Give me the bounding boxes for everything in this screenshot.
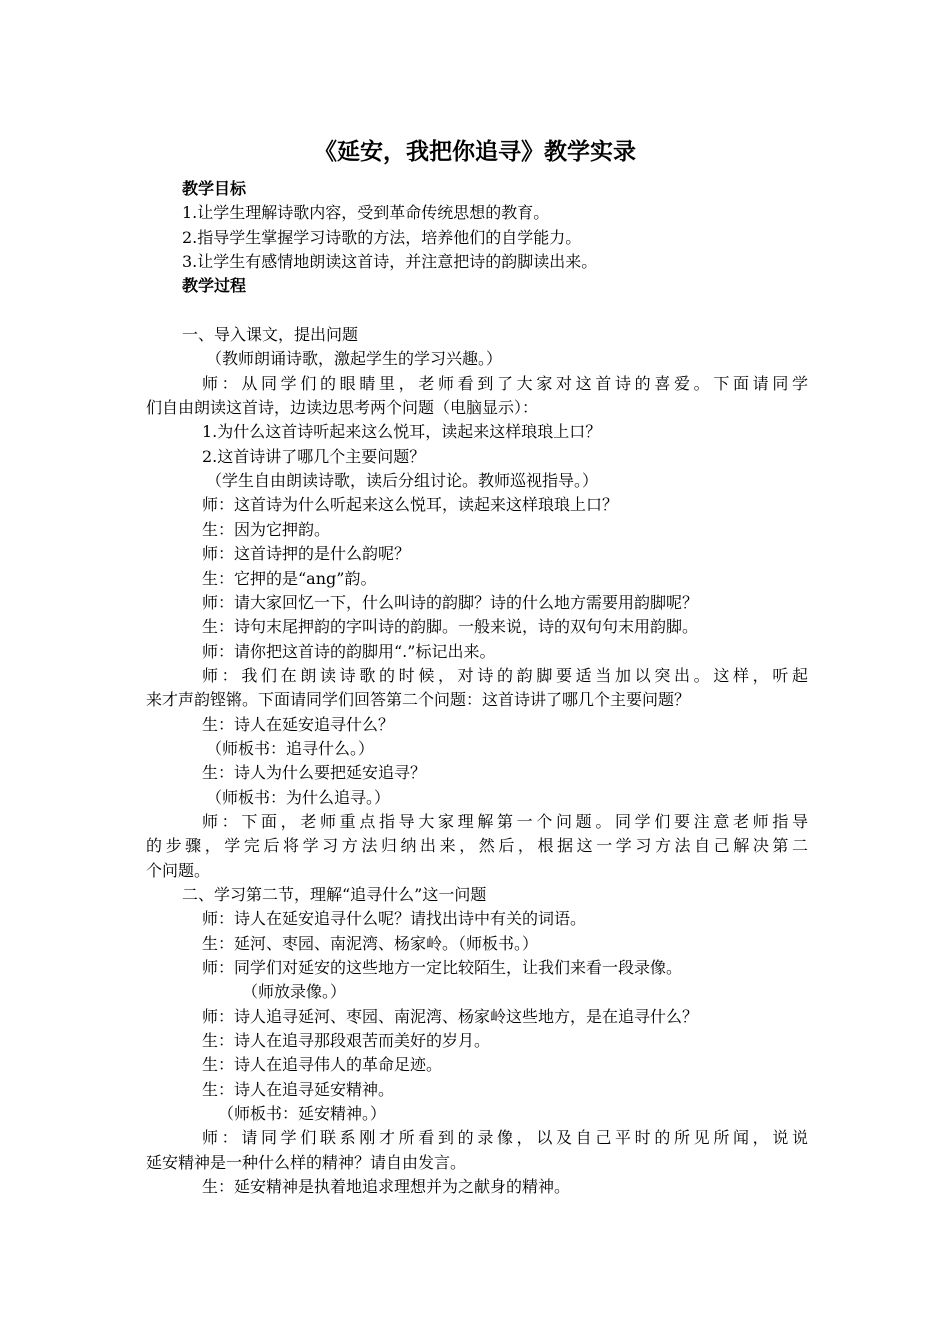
dialogue-line: 生：诗句末尾押韵的字叫诗的韵脚。一般来说，诗的双句句末用韵脚。 (202, 617, 699, 637)
dialogue-line: 师：这首诗为什么听起来这么悦耳，读起来这样琅琅上口？ (202, 495, 619, 515)
board-note: （师板书：追寻什么。） (206, 738, 375, 758)
stage-direction: （师放录像。） (242, 982, 347, 1002)
stage-direction: （学生自由朗读诗歌，读后分组讨论。教师巡视指导。） (206, 471, 599, 491)
section-heading: 二、学习第二节，理解“追寻什么”这一问题 (182, 884, 487, 904)
dialogue-line: 师：从同学们的眼睛里，老师看到了大家对这首诗的喜爱。下面请同学 (202, 373, 808, 393)
dialogue-line: 的步骤，学完后将学习方法归纳出来，然后，根据这一学习方法自己解决第二 (146, 836, 808, 856)
dialogue-line: 生：延安精神是执着地追求理想并为之献身的精神。 (202, 1177, 571, 1197)
question-item: 1.为什么这首诗听起来这么悦耳，读起来这样琅琅上口？ (202, 422, 602, 442)
board-note: （师板书：延安精神。） (218, 1104, 387, 1124)
question-item: 2.这首诗讲了哪几个主要问题？ (202, 446, 426, 466)
dialogue-line: 个问题。 (146, 860, 211, 880)
section-heading: 一、导入课文，提出问题 (182, 325, 359, 345)
goal-item: 1.让学生理解诗歌内容，受到革命传统思想的教育。 (182, 203, 550, 223)
dialogue-line: 生：诗人在延安追寻什么？ (202, 714, 395, 734)
dialogue-line: 师：请同学们联系刚才所看到的录像，以及自己平时的所见所闻，说说 (202, 1128, 808, 1148)
dialogue-line: 师：这首诗押的是什么韵呢？ (202, 544, 411, 564)
dialogue-line: 师：我们在朗读诗歌的时候，对诗的韵脚要适当加以突出。这样，听起 (202, 665, 808, 685)
dialogue-line: 师：同学们对延安的这些地方一定比较陌生，让我们来看一段录像。 (202, 958, 683, 977)
process-heading: 教学过程 (182, 276, 247, 296)
dialogue-line: 师：诗人在延安追寻什么呢？请找出诗中有关的词语。 (202, 909, 587, 929)
dialogue-line: 延安精神是一种什么样的精神？请自由发言。 (146, 1152, 467, 1172)
document-body (146, 177, 808, 1199)
dialogue-line: 师：下面，老师重点指导大家理解第一个问题。同学们要注意老师指导 (202, 811, 808, 831)
dialogue-line: 师：诗人追寻延河、枣园、南泥湾、杨家岭这些地方，是在追寻什么？ (202, 1006, 699, 1026)
dialogue-line: 生：诗人在追寻伟人的革命足迹。 (202, 1055, 443, 1075)
dialogue-line: 生：因为它押韵。 (202, 519, 331, 539)
board-note: （师板书：为什么追寻。） (206, 787, 391, 807)
dialogue-line: 来才声韵铿锵。下面请同学们回答第二个问题：这首诗讲了哪几个主要问题？ (146, 690, 691, 710)
stage-direction: （教师朗诵诗歌，激起学生的学习兴趣。） (206, 349, 503, 369)
dialogue-line: 们自由朗读这首诗，边读边思考两个问题（电脑显示）： (146, 398, 539, 418)
dialogue-line: 生：诗人在追寻延安精神。 (202, 1079, 395, 1099)
dialogue-line: 师：请大家回忆一下，什么叫诗的韵脚？诗的什么地方需要用韵脚呢？ (202, 592, 699, 612)
blank-line (146, 299, 808, 323)
goal-item: 3.让学生有感情地朗读这首诗，并注意把诗的韵脚读出来。 (182, 252, 598, 272)
document-title: 《延安，我把你追寻》教学实录 (314, 139, 636, 165)
dialogue-line: 生：延河、枣园、南泥湾、杨家岭。（师板书。） (202, 933, 539, 953)
goal-item: 2.指导学生掌握学习诗歌的方法，培养他们的自学能力。 (182, 227, 582, 247)
dialogue-line: 生：诗人为什么要把延安追寻？ (202, 763, 427, 783)
dialogue-line: 师：请你把这首诗的韵脚用“.”标记出来。 (202, 641, 496, 661)
goals-heading: 教学目标 (182, 179, 247, 198)
dialogue-line: 生：诗人在追寻那段艰苦而美好的岁月。 (202, 1031, 491, 1051)
dialogue-line: 生：它押的是“ang”韵。 (202, 568, 377, 588)
